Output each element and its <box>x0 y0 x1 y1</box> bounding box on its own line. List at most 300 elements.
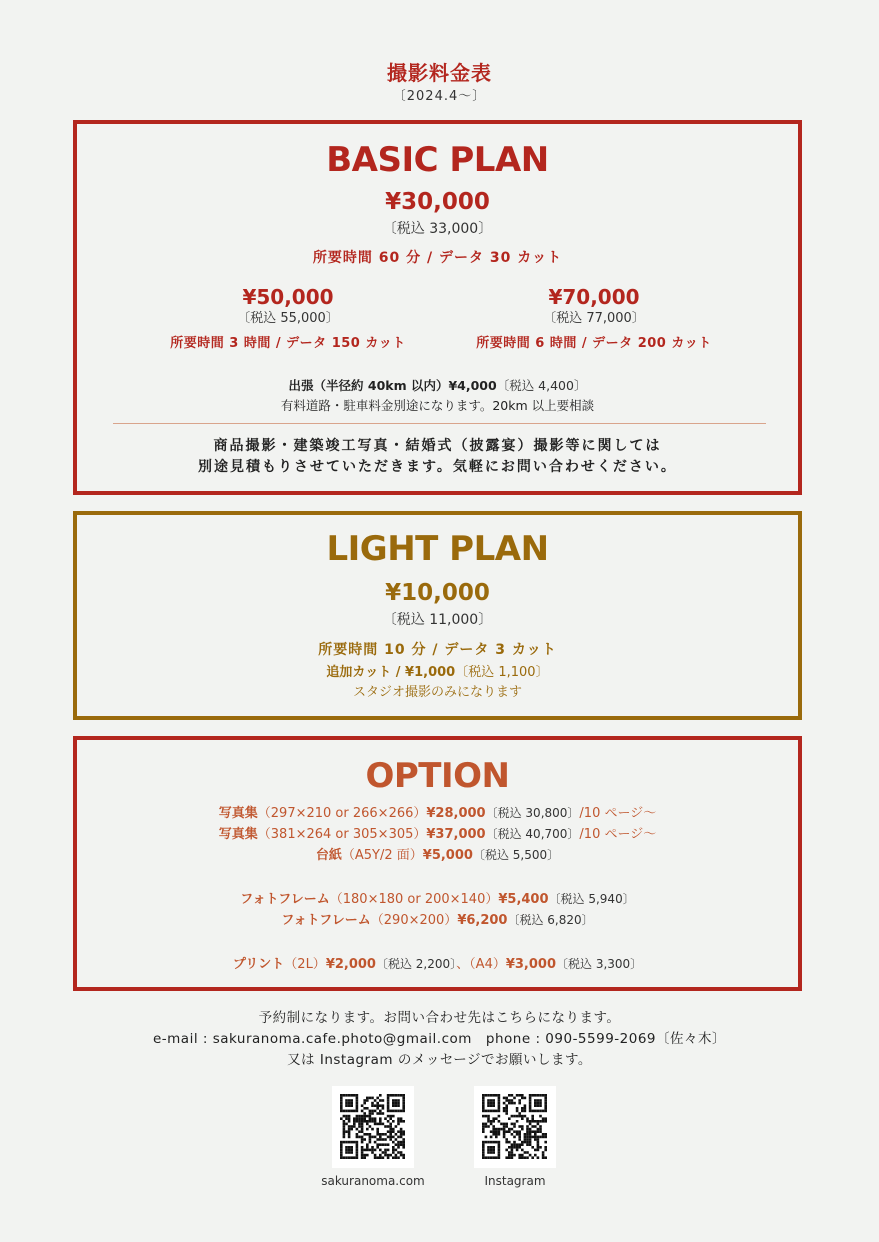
qr-module <box>511 1146 514 1149</box>
qr-module <box>482 1115 485 1118</box>
qr-module <box>492 1128 495 1131</box>
qr-module <box>529 1138 532 1141</box>
option-item-print <box>77 954 798 975</box>
qr-module <box>511 1133 514 1136</box>
qr-module <box>537 1146 540 1149</box>
qr-module <box>350 1128 353 1131</box>
custom-quote-line-1: 商品撮影・建築竣工写真・結婚式（披露宴）撮影等に関しては <box>213 438 662 454</box>
qr-module <box>524 1141 527 1144</box>
travel-note: 有料道路・駐車料金別途になります。20km 以上要相談 <box>280 398 595 413</box>
qr-module <box>348 1130 351 1133</box>
qr-module <box>374 1110 377 1113</box>
qr-module <box>371 1128 374 1131</box>
qr-module <box>356 1117 359 1120</box>
qr-module <box>503 1123 506 1126</box>
qr-module <box>389 1115 392 1118</box>
qr-module <box>513 1154 516 1157</box>
qr-module <box>348 1115 351 1118</box>
option-item-name: 写真集 <box>218 827 258 842</box>
qr-module <box>544 1149 547 1152</box>
qr-module <box>400 1128 403 1131</box>
qr-module <box>498 1128 501 1131</box>
option-item <box>77 889 798 910</box>
qr-module <box>534 1099 537 1102</box>
light-extra-tax: 〔税込 1,100〕 <box>455 665 549 680</box>
qr-module <box>356 1149 359 1152</box>
qr-module <box>356 1104 359 1107</box>
qr-module <box>374 1123 377 1126</box>
qr-code-instagram[interactable] <box>474 1086 556 1168</box>
qr-module <box>518 1156 521 1159</box>
qr-module <box>374 1099 377 1102</box>
qr-module <box>395 1099 398 1102</box>
qr-module <box>529 1141 532 1144</box>
qr-module <box>345 1110 348 1113</box>
qr-module <box>516 1107 519 1110</box>
option-item-price: ¥37,000 <box>426 827 486 842</box>
qr-module <box>505 1130 508 1133</box>
qr-module <box>402 1154 405 1157</box>
qr-module <box>356 1146 359 1149</box>
qr-module <box>511 1151 514 1154</box>
qr-module <box>492 1117 495 1120</box>
qr-module <box>343 1136 346 1139</box>
qr-module <box>539 1128 542 1131</box>
qr-module <box>366 1123 369 1126</box>
qr-module <box>340 1097 343 1100</box>
qr-module <box>348 1120 351 1123</box>
qr-module <box>400 1110 403 1113</box>
qr-module <box>482 1141 485 1144</box>
basic-option-right <box>429 284 759 354</box>
qr-module <box>392 1141 395 1144</box>
qr-module <box>402 1133 405 1136</box>
qr-module <box>487 1099 490 1102</box>
qr-module <box>521 1094 524 1097</box>
qr-module <box>366 1149 369 1152</box>
option-item-price: ¥5,000 <box>422 848 473 863</box>
qr-module <box>482 1149 485 1152</box>
qr-module <box>498 1141 501 1144</box>
qr-module <box>534 1120 537 1123</box>
qr-module <box>340 1149 343 1152</box>
qr-module <box>358 1136 361 1139</box>
qr-module <box>397 1146 400 1149</box>
qr-module <box>482 1094 485 1097</box>
qr-module <box>350 1125 353 1128</box>
qr-module <box>544 1117 547 1120</box>
qr-module <box>508 1128 511 1131</box>
qr-module <box>361 1120 364 1123</box>
qr-module <box>343 1133 346 1136</box>
qr-module <box>387 1125 390 1128</box>
qr-module <box>490 1120 493 1123</box>
qr-module <box>361 1117 364 1120</box>
qr-module <box>402 1156 405 1159</box>
qr-module <box>402 1146 405 1149</box>
qr-module <box>544 1133 547 1136</box>
basic-right-detail: 所要時間 6 時間 / データ 200 カット <box>476 336 712 351</box>
qr-module <box>503 1130 506 1133</box>
qr-module <box>392 1128 395 1131</box>
qr-module <box>544 1104 547 1107</box>
qr-module <box>518 1102 521 1105</box>
qr-module <box>505 1097 508 1100</box>
qr-module <box>482 1146 485 1149</box>
qr-module <box>361 1115 364 1118</box>
qr-module <box>397 1156 400 1159</box>
qr-module <box>361 1104 364 1107</box>
option-item-spec: （290×200） <box>370 913 458 928</box>
qr-module <box>402 1097 405 1100</box>
qr-module <box>350 1146 353 1149</box>
qr-module <box>358 1125 361 1128</box>
option-title: OPTION <box>365 756 510 796</box>
qr-module <box>518 1112 521 1115</box>
qr-module <box>518 1115 521 1118</box>
qr-module <box>395 1110 398 1113</box>
qr-module <box>379 1104 382 1107</box>
qr-module <box>389 1154 392 1157</box>
light-extra-label: 追加カット / ¥1,000 <box>326 665 456 680</box>
option-item-spec: （180×180 or 200×140） <box>329 892 499 907</box>
qr-module <box>534 1136 537 1139</box>
qr-module <box>379 1094 382 1097</box>
basic-right-tax: 〔税込 77,000〕 <box>543 311 645 326</box>
qr-module <box>366 1107 369 1110</box>
qr-module <box>369 1110 372 1113</box>
qr-module <box>379 1154 382 1157</box>
qr-module <box>361 1138 364 1141</box>
qr-module <box>521 1115 524 1118</box>
qr-module <box>361 1151 364 1154</box>
qr-module <box>531 1117 534 1120</box>
qr-module <box>526 1156 529 1159</box>
qr-module <box>539 1120 542 1123</box>
qr-module <box>539 1104 542 1107</box>
qr-module <box>524 1110 527 1113</box>
qr-module <box>482 1128 485 1131</box>
qr-module <box>348 1104 351 1107</box>
qr-module <box>513 1097 516 1100</box>
qr-module <box>498 1099 501 1102</box>
qr-module <box>498 1097 501 1100</box>
qr-module <box>542 1154 545 1157</box>
qr-module <box>490 1141 493 1144</box>
qr-module <box>518 1125 521 1128</box>
qr-module <box>402 1099 405 1102</box>
qr-module <box>343 1115 346 1118</box>
qr-module <box>498 1130 501 1133</box>
qr-module <box>389 1110 392 1113</box>
qr-module <box>376 1107 379 1110</box>
qr-module <box>361 1146 364 1149</box>
qr-module <box>371 1151 374 1154</box>
qr-module <box>397 1130 400 1133</box>
qr-module <box>531 1130 534 1133</box>
qr-module <box>487 1110 490 1113</box>
qr-module <box>537 1110 540 1113</box>
qr-module <box>366 1115 369 1118</box>
qr-module <box>400 1117 403 1120</box>
qr-module <box>340 1102 343 1105</box>
qr-module <box>389 1136 392 1139</box>
qr-module <box>529 1107 532 1110</box>
qr-module <box>379 1133 382 1136</box>
qr-module <box>356 1097 359 1100</box>
qr-module <box>531 1110 534 1113</box>
qr-module <box>382 1112 385 1115</box>
qr-module <box>534 1138 537 1141</box>
qr-module <box>521 1141 524 1144</box>
qr-module <box>376 1130 379 1133</box>
qr-module <box>366 1154 369 1157</box>
qr-module <box>524 1115 527 1118</box>
option-print-spec: （A4） <box>469 957 506 972</box>
qr-module <box>482 1104 485 1107</box>
qr-module <box>348 1151 351 1154</box>
qr-module <box>516 1133 519 1136</box>
qr-module <box>387 1099 390 1102</box>
qr-module <box>374 1154 377 1157</box>
qr-module <box>521 1125 524 1128</box>
qr-module <box>485 1115 488 1118</box>
qr-module <box>518 1143 521 1146</box>
qr-module <box>369 1112 372 1115</box>
option-print-spec: （2L） <box>284 957 326 972</box>
qr-module <box>374 1120 377 1123</box>
qr-module <box>363 1099 366 1102</box>
qr-module <box>345 1123 348 1126</box>
qr-module <box>340 1110 343 1113</box>
page-title: 撮影料金表 <box>387 61 492 85</box>
qr-module <box>361 1156 364 1159</box>
qr-module <box>526 1136 529 1139</box>
contact-line-1: 予約制になります。お問い合わせ先はこちらになります。 <box>258 1010 621 1026</box>
qr-module <box>526 1125 529 1128</box>
qr-module <box>353 1156 356 1159</box>
qr-module <box>374 1117 377 1120</box>
qr-module <box>376 1112 379 1115</box>
contact-line-2[interactable]: e-mail : sakuranoma.cafe.photo@gmail.com phone : 090-5599-2069〔佐々木〕 <box>152 1031 727 1047</box>
qr-module <box>371 1146 374 1149</box>
option-item-spec: （381×264 or 305×305） <box>257 827 427 842</box>
qr-module <box>524 1097 527 1100</box>
qr-module <box>402 1107 405 1110</box>
travel-fee <box>77 376 798 395</box>
qr-module <box>392 1102 395 1105</box>
qr-module <box>384 1149 387 1152</box>
qr-module <box>369 1125 372 1128</box>
qr-module <box>389 1138 392 1141</box>
qr-module <box>526 1151 529 1154</box>
qr-module <box>400 1130 403 1133</box>
qr-module <box>537 1128 540 1131</box>
qr-module <box>387 1143 390 1146</box>
qr-module <box>495 1128 498 1131</box>
qr-module <box>345 1149 348 1152</box>
qr-module <box>492 1125 495 1128</box>
qr-module <box>505 1112 508 1115</box>
qr-module <box>387 1104 390 1107</box>
qr-module <box>511 1143 514 1146</box>
qr-module <box>544 1110 547 1113</box>
qr-module <box>498 1146 501 1149</box>
qr-module <box>374 1156 377 1159</box>
qr-module <box>395 1154 398 1157</box>
qr-module <box>400 1143 403 1146</box>
qr-module <box>356 1141 359 1144</box>
qr-module <box>374 1136 377 1139</box>
qr-module <box>531 1156 534 1159</box>
qr-module <box>490 1102 493 1105</box>
qr-module <box>539 1110 542 1113</box>
qr-module <box>516 1146 519 1149</box>
qr-module <box>395 1104 398 1107</box>
option-item-spec: （A5Y/2 面） <box>341 848 423 863</box>
qr-module <box>376 1146 379 1149</box>
qr-module <box>348 1110 351 1113</box>
qr-module <box>544 1094 547 1097</box>
qr-module <box>343 1141 346 1144</box>
qr-module <box>498 1110 501 1113</box>
qr-module <box>345 1130 348 1133</box>
qr-module <box>345 1102 348 1105</box>
qr-module <box>348 1136 351 1139</box>
qr-module <box>382 1133 385 1136</box>
qr-module <box>485 1110 488 1113</box>
qr-module <box>402 1120 405 1123</box>
qr-module <box>539 1130 542 1133</box>
qr-module <box>382 1104 385 1107</box>
qr-module <box>366 1146 369 1149</box>
qr-module <box>387 1094 390 1097</box>
qr-module <box>482 1102 485 1105</box>
qr-module <box>397 1102 400 1105</box>
qr-module <box>371 1102 374 1105</box>
qr-module <box>490 1146 493 1149</box>
qr-module <box>387 1149 390 1152</box>
qr-module <box>348 1128 351 1131</box>
qr-module <box>392 1156 395 1159</box>
option-item-name: 写真集 <box>218 806 258 821</box>
qr-module <box>487 1149 490 1152</box>
qr-module <box>392 1120 395 1123</box>
option-item-price: ¥28,000 <box>426 806 486 821</box>
qr-module <box>490 1094 493 1097</box>
qr-module <box>508 1094 511 1097</box>
qr-module <box>340 1107 343 1110</box>
option-item-suffix: /10 ページ～ <box>579 827 657 842</box>
qr-module <box>539 1125 542 1128</box>
qr-module <box>485 1123 488 1126</box>
qr-module <box>356 1154 359 1157</box>
option-print-price: ¥2,000 <box>325 957 376 972</box>
qr-module <box>516 1120 519 1123</box>
qr-module <box>513 1130 516 1133</box>
qr-module <box>529 1123 532 1126</box>
qr-module <box>363 1154 366 1157</box>
option-item-spec: （297×210 or 266×266） <box>257 806 427 821</box>
qr-module <box>529 1136 532 1139</box>
qr-module <box>343 1120 346 1123</box>
qr-module <box>534 1149 537 1152</box>
qr-module <box>379 1143 382 1146</box>
option-item-tax: 〔税込 6,820〕 <box>507 913 594 927</box>
qr-module <box>340 1094 343 1097</box>
qr-module <box>508 1102 511 1105</box>
qr-module <box>392 1104 395 1107</box>
qr-module <box>402 1141 405 1144</box>
qr-module <box>492 1146 495 1149</box>
qr-module <box>350 1099 353 1102</box>
qr-module <box>482 1143 485 1146</box>
qr-module <box>534 1154 537 1157</box>
qr-module <box>503 1110 506 1113</box>
qr-module <box>524 1138 527 1141</box>
qr-module <box>539 1146 542 1149</box>
qr-module <box>526 1143 529 1146</box>
qr-module <box>363 1138 366 1141</box>
qr-module <box>348 1146 351 1149</box>
qr-module <box>358 1123 361 1126</box>
qr-module <box>505 1138 508 1141</box>
divider <box>113 423 766 424</box>
qr-module <box>363 1115 366 1118</box>
light-note: スタジオ撮影のみになります <box>352 685 522 700</box>
qr-module <box>361 1130 364 1133</box>
qr-module <box>345 1156 348 1159</box>
qr-module <box>505 1104 508 1107</box>
qr-module <box>487 1141 490 1144</box>
qr-module <box>487 1094 490 1097</box>
qr-module <box>369 1120 372 1123</box>
qr-module <box>387 1102 390 1105</box>
qr-module <box>361 1123 364 1126</box>
qr-module <box>518 1136 521 1139</box>
qr-module <box>505 1107 508 1110</box>
qr-module <box>529 1104 532 1107</box>
qr-module <box>340 1156 343 1159</box>
option-item-name: フォトフレーム <box>281 913 371 928</box>
qr-module <box>374 1141 377 1144</box>
qr-module <box>361 1136 364 1139</box>
qr-module <box>369 1136 372 1139</box>
qr-module <box>485 1156 488 1159</box>
qr-module <box>485 1125 488 1128</box>
qr-module <box>498 1143 501 1146</box>
qr-module <box>526 1128 529 1131</box>
qr-module <box>382 1138 385 1141</box>
qr-module <box>537 1130 540 1133</box>
qr-module <box>505 1123 508 1126</box>
qr-module <box>376 1097 379 1100</box>
qr-module <box>374 1149 377 1152</box>
qr-module <box>397 1110 400 1113</box>
qr-module <box>356 1115 359 1118</box>
qr-module <box>348 1149 351 1152</box>
qr-code-website[interactable] <box>332 1086 414 1168</box>
light-extra <box>77 663 798 682</box>
qr-module <box>529 1094 532 1097</box>
qr-module <box>395 1133 398 1136</box>
qr-module <box>350 1141 353 1144</box>
qr-module <box>498 1094 501 1097</box>
option-print-separator: 、 <box>456 957 470 972</box>
qr-module <box>544 1099 547 1102</box>
qr-module <box>526 1133 529 1136</box>
effective-date: 〔2024.4～〕 <box>392 89 487 104</box>
